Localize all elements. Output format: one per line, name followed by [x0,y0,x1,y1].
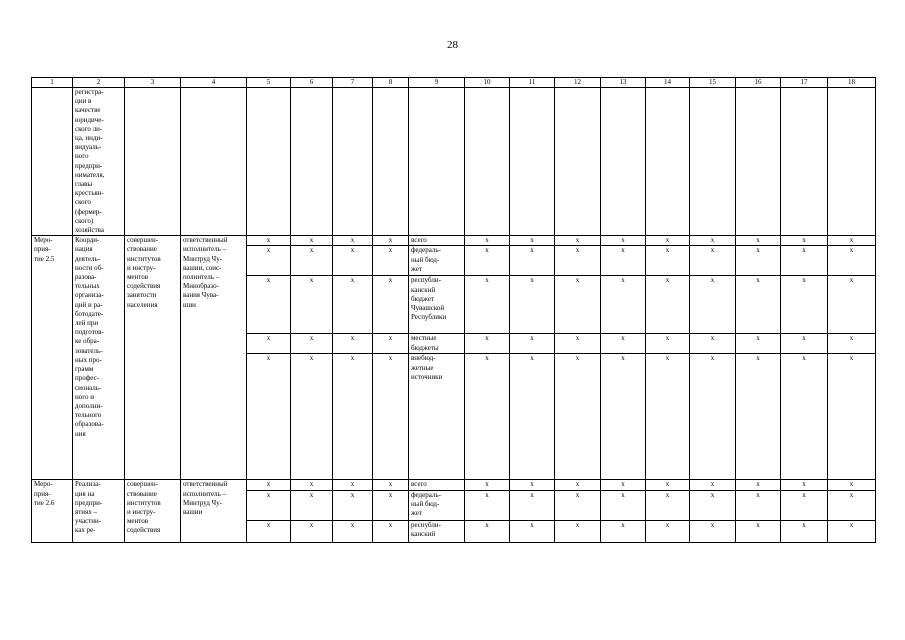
x-mark: x [247,520,291,542]
x-mark: x [690,520,736,542]
header-cell: 1 [32,78,73,88]
x-mark: x [828,334,876,354]
x-mark: x [291,354,333,480]
header-cell: 7 [333,78,373,88]
x-mark: x [465,520,510,542]
x-mark: x [291,246,333,276]
measure-result: совершен- ствование институтов и инстру- ментов содействия занятости населения [125,236,181,480]
empty-cell [125,88,181,236]
x-mark: x [373,236,409,246]
x-mark: x [247,276,291,334]
measure-name-continued: регистра- ции в качестве юридиче- ского ли- ца, инди- видуаль- ного предпри- нимателя, главы крестьян- ского (фермер- ского) хозяйства [73,88,125,236]
x-mark: x [247,490,291,520]
x-mark: x [555,276,601,334]
x-mark: x [828,354,876,480]
x-mark: x [781,480,828,490]
empty-cell [409,88,465,236]
x-mark: x [291,236,333,246]
header-cell: 18 [828,78,876,88]
empty-cell [601,88,646,236]
x-mark: x [465,276,510,334]
x-mark: x [373,246,409,276]
empty-cell [32,88,73,236]
x-mark: x [465,480,510,490]
x-mark: x [690,354,736,480]
funding-source: федераль- ный бюд- жет [409,246,465,276]
x-mark: x [555,334,601,354]
x-mark: x [736,480,781,490]
x-mark: x [601,354,646,480]
empty-cell [247,88,291,236]
x-mark: x [781,334,828,354]
x-mark: x [333,236,373,246]
header-row [32,78,876,88]
x-mark: x [510,236,555,246]
source-row [32,480,876,490]
x-mark: x [555,354,601,480]
x-mark: x [333,276,373,334]
x-mark: x [828,490,876,520]
header-cell: 11 [510,78,555,88]
x-mark: x [781,354,828,480]
x-mark: x [291,480,333,490]
header-cell: 8 [373,78,409,88]
source-row [32,236,876,246]
measure-name: Реализа- ция на предпри- ятиях – участни- ках ре- [73,480,125,542]
empty-cell [555,88,601,236]
x-mark: x [646,334,690,354]
x-mark: x [510,520,555,542]
x-mark: x [781,236,828,246]
x-mark: x [333,246,373,276]
x-mark: x [465,236,510,246]
x-mark: x [690,246,736,276]
x-mark: x [828,520,876,542]
x-mark: x [601,520,646,542]
funding-source: республи- канский [409,520,465,542]
x-mark: x [465,490,510,520]
x-mark: x [781,520,828,542]
empty-cell [465,88,510,236]
empty-cell [690,88,736,236]
x-mark: x [555,236,601,246]
header-cell: 2 [73,78,125,88]
header-cell: 15 [690,78,736,88]
x-mark: x [646,354,690,480]
measure-result: совершен- ствование институтов и инстру- ментов содействия [125,480,181,542]
measure-number: Меро- прия- тие 2.6 [32,480,73,542]
x-mark: x [373,276,409,334]
header-cell: 13 [601,78,646,88]
x-mark: x [828,480,876,490]
x-mark: x [333,334,373,354]
x-mark: x [465,246,510,276]
x-mark: x [690,276,736,334]
x-mark: x [373,480,409,490]
x-mark: x [510,246,555,276]
x-mark: x [465,334,510,354]
x-mark: x [510,354,555,480]
empty-cell [646,88,690,236]
x-mark: x [736,334,781,354]
x-mark: x [646,490,690,520]
header-cell: 16 [736,78,781,88]
empty-cell [181,88,247,236]
x-mark: x [373,520,409,542]
x-mark: x [690,236,736,246]
x-mark: x [601,490,646,520]
x-mark: x [510,276,555,334]
x-mark: x [555,520,601,542]
header-cell: 5 [247,78,291,88]
x-mark: x [601,246,646,276]
x-mark: x [247,354,291,480]
x-mark: x [646,480,690,490]
x-mark: x [247,236,291,246]
x-mark: x [646,236,690,246]
x-mark: x [510,334,555,354]
x-mark: x [736,490,781,520]
x-mark: x [736,246,781,276]
x-mark: x [736,354,781,480]
funding-source: местные бюджеты [409,334,465,354]
program-table [31,77,876,543]
x-mark: x [736,236,781,246]
empty-cell [510,88,555,236]
funding-source: всего [409,236,465,246]
measure-name: Коорди- нация деятель- ности об- разова- тельных организа- ций и ра- ботодате- лей при подготов- ке обра- зователь- ных про- грамм профес- сиональ- ного и дополни- тельного образова- ния [73,236,125,480]
x-mark: x [690,480,736,490]
x-mark: x [781,490,828,520]
x-mark: x [555,490,601,520]
x-mark: x [736,276,781,334]
x-mark: x [333,480,373,490]
empty-cell [828,88,876,236]
x-mark: x [828,276,876,334]
x-mark: x [291,520,333,542]
x-mark: x [247,246,291,276]
header-cell: 14 [646,78,690,88]
x-mark: x [781,246,828,276]
x-mark: x [373,490,409,520]
header-cell: 10 [465,78,510,88]
x-mark: x [690,334,736,354]
funding-source: федераль- ный бюд- жет [409,490,465,520]
page-number: 28 [447,39,458,51]
x-mark: x [828,236,876,246]
x-mark: x [510,480,555,490]
funding-source: республи- канский бюджет Чувашской Республики [409,276,465,334]
x-mark: x [601,236,646,246]
x-mark: x [646,246,690,276]
x-mark: x [333,490,373,520]
x-mark: x [333,354,373,480]
x-mark: x [736,520,781,542]
x-mark: x [646,520,690,542]
header-cell: 3 [125,78,181,88]
measure-executor: ответственный исполнитель – Минтруд Чу- вашии, соис- полнитель – Минобразо- вания Чува- шии [181,236,247,480]
measure-executor: ответственный исполнитель – Минтруд Чу- вашии [181,480,247,542]
x-mark: x [601,276,646,334]
x-mark: x [465,354,510,480]
x-mark: x [333,520,373,542]
empty-cell [291,88,333,236]
empty-cell [781,88,828,236]
header-cell: 6 [291,78,333,88]
x-mark: x [690,490,736,520]
x-mark: x [373,354,409,480]
header-cell: 9 [409,78,465,88]
empty-cell [333,88,373,236]
empty-cell [736,88,781,236]
header-cell: 4 [181,78,247,88]
x-mark: x [828,246,876,276]
x-mark: x [646,276,690,334]
empty-cell [373,88,409,236]
header-cell: 17 [781,78,828,88]
continuation-row [32,88,876,236]
funding-source: всего [409,480,465,490]
x-mark: x [291,276,333,334]
measure-number: Меро- прия- тие 2.5 [32,236,73,480]
x-mark: x [291,490,333,520]
x-mark: x [601,480,646,490]
funding-source: внебюд- жетные источники [409,354,465,480]
table-body [32,78,876,543]
x-mark: x [555,480,601,490]
x-mark: x [781,276,828,334]
x-mark: x [373,334,409,354]
x-mark: x [601,334,646,354]
x-mark: x [555,246,601,276]
x-mark: x [510,490,555,520]
x-mark: x [291,334,333,354]
x-mark: x [247,480,291,490]
x-mark: x [247,334,291,354]
header-cell: 12 [555,78,601,88]
